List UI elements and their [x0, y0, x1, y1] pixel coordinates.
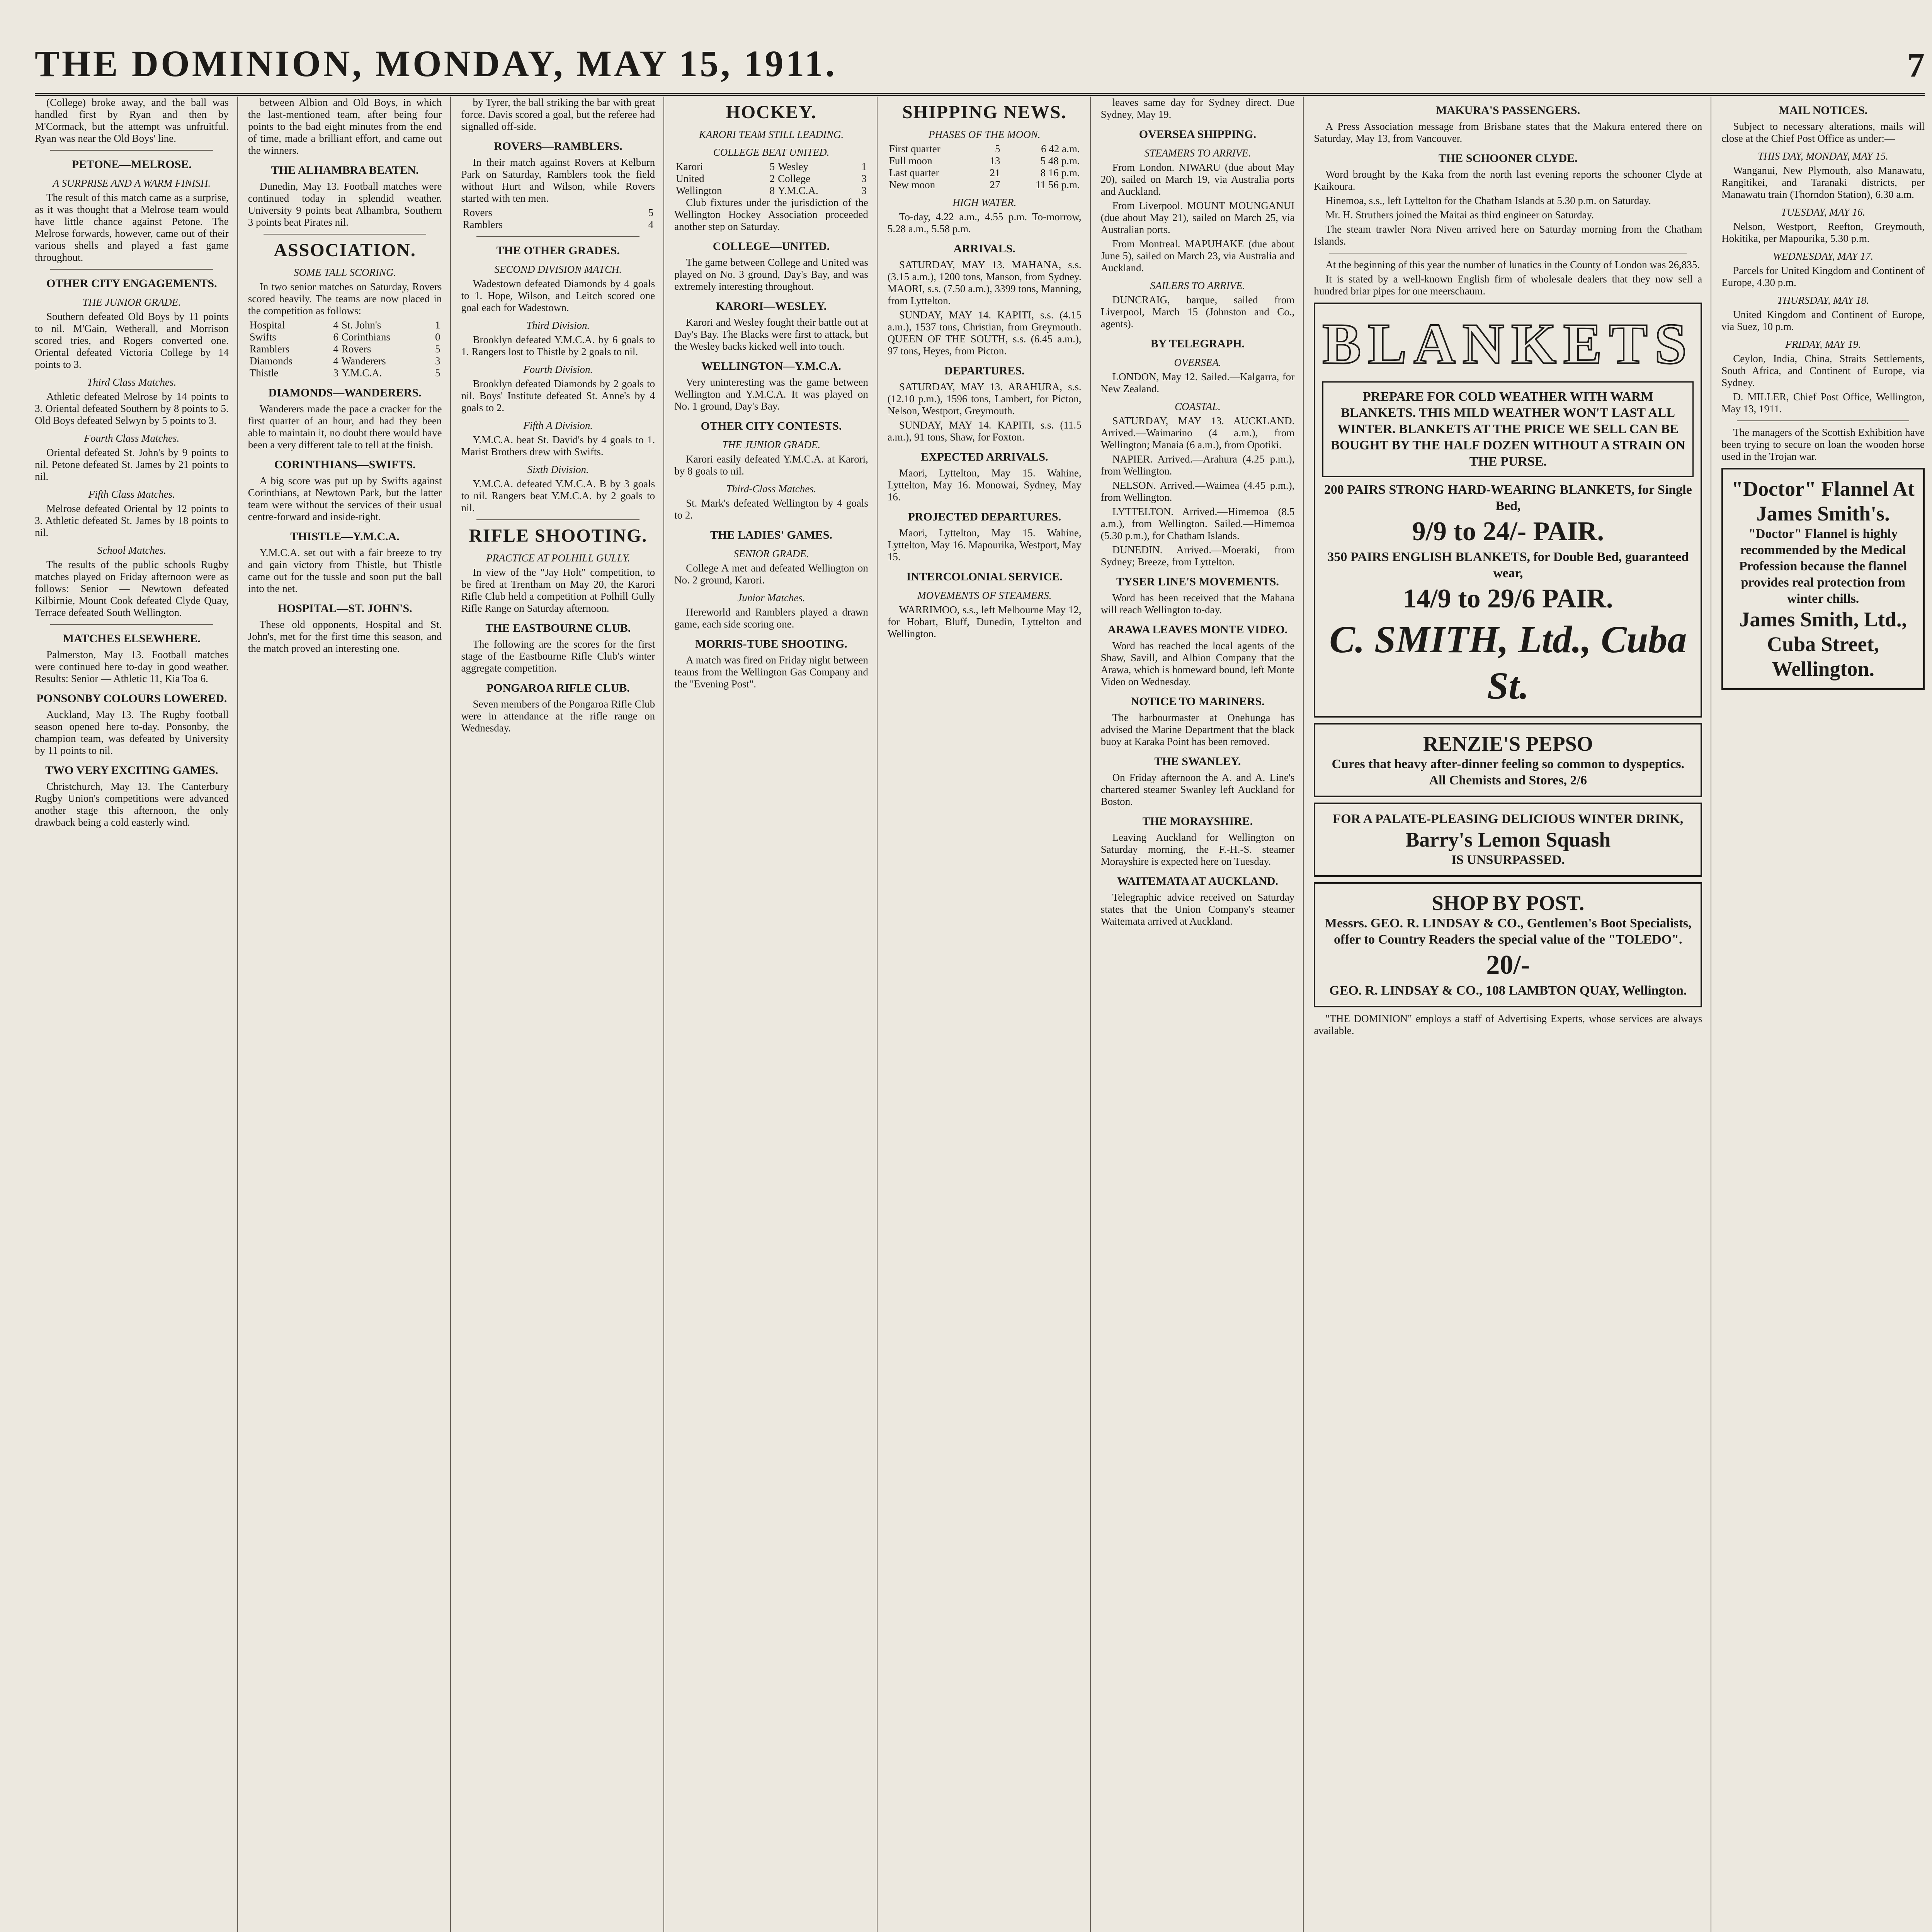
section-heading: ROVERS—RAMBLERS. — [494, 140, 622, 153]
article-text: To-day, 4.22 a.m., 4.55 p.m. To-morrow, 5.28 a.m., 5.58 p.m. — [887, 211, 1082, 235]
column-3 — [461, 97, 664, 1932]
article-text: College A met and defeated Wellington on No. 2 ground, Karori. — [674, 562, 868, 586]
subheading: Fourth Class Matches. — [84, 432, 180, 444]
article-text: Melrose defeated Oriental by 12 points to 3. Athletic defeated St. James by 18 points to nil. — [35, 503, 229, 538]
time-cell: 5 48 p.m. — [1040, 155, 1080, 167]
section-heading: KARORI—WESLEY. — [716, 300, 827, 313]
phase-cell: Last quarter — [889, 167, 939, 179]
subheading: SAILERS TO ARRIVE. — [1150, 280, 1245, 291]
subheading: MOVEMENTS OF STEAMERS. — [917, 590, 1052, 601]
article-text: Maori, Lyttelton, May 15. Wahine, Lyttelton, May 16. Monowai, Sydney, May 16. — [887, 467, 1082, 503]
team-cell: Ramblers — [463, 219, 503, 230]
team-cell: Wellington — [676, 185, 722, 196]
article-text: It is stated by a well-known English firm of wholesale dealers that they now sell a hundred briar pipes for one meerschaum. — [1314, 273, 1702, 297]
shop-heading: SHOP BY POST. — [1432, 891, 1585, 915]
blankets-price-2: 14/9 to 29/6 PAIR. — [1403, 584, 1613, 614]
article-text: Southern defeated Old Boys by 11 points to nil. M'Gain, Wetherall, and Morrison scored tries, and Rogers converted one. Oriental defeated Victoria College by 14 points to 3. — [35, 311, 229, 370]
divider — [50, 624, 213, 625]
section-heading: PETONE—MELROSE. — [71, 158, 192, 171]
article-text: SUNDAY, MAY 14. KAPITI, s.s. (4.15 a.m.), 1537 tons, Christian, from Greymouth. QUEEN OF THE SOUTH, s.s. (6.45 a.m.), 97 tons, Heyes, from Picton. — [887, 309, 1082, 357]
article-text: Y.M.C.A. set out with a fair breeze to try and gain victory from Thistle, but Thistle came out for the tussle and soon put the ball into the net. — [248, 547, 442, 594]
article-text: Seven members of the Pongaroa Rifle Club were in attendance at the rifle range on Wednesday. — [461, 698, 655, 734]
day-cell: 21 — [990, 167, 1000, 179]
article-text: Parcels for United Kingdom and Continent of Europe, 4.30 p.m. — [1721, 265, 1925, 288]
day-cell: 27 — [990, 179, 1000, 190]
article-text: between Albion and Old Boys, in which the last-mentioned team, after being four points to the bad eight minutes from the end of time, made a brilliant effort, and came out the winners. — [248, 97, 442, 156]
article-text: SATURDAY, MAY 13. AUCKLAND. Arrived.—Waimarino (4 a.m.), from Wellington; Manaia (6 a.m.), from Opotiki. — [1100, 415, 1295, 451]
article-text: On Friday afternoon the A. and A. Line's chartered steamer Swanley left Auckland for Boston. — [1100, 772, 1295, 807]
divider — [1737, 420, 1909, 421]
article-text: Athletic defeated Melrose by 14 points to 3. Oriental defeated Southern by 8 points to 5. Old Boys defeated Selwyn by 5 points to 3. — [35, 391, 229, 426]
article-text: At the beginning of this year the number of lunatics in the County of London was 26,835. — [1325, 259, 1700, 270]
section-heading: EXPECTED ARRIVALS. — [920, 451, 1048, 463]
signature-text: D. MILLER, Chief Post Office, Wellington, May 13, 1911. — [1721, 391, 1925, 415]
score-cell: 3 — [435, 355, 440, 367]
score-cell: 1 — [861, 161, 867, 172]
article-text: A big score was put up by Swifts against Corinthians, at Newtown Park, but the latter team were without the services of their usual centre-forward and inside-right. — [248, 475, 442, 522]
renzie-body: Cures that heavy after-dinner feeling so common to dyspeptics. — [1332, 757, 1685, 771]
article-text: SUNDAY, MAY 14. KAPITI, s.s. (11.5 a.m.), 91 tons, Shaw, for Foxton. — [887, 419, 1082, 443]
section-heading: PONSONBY COLOURS LOWERED. — [36, 692, 227, 705]
article-text: Dunedin, May 13. Football matches were continued today in splendid weather. University 9 points beat Alhambra, Southern 3 points beat Pirates nil. — [248, 180, 442, 228]
section-heading: THE EASTBOURNE CLUB. — [485, 622, 631, 634]
article-text: Karori and Wesley fought their battle out at Day's Bay. The Blacks were first to attack, but the Wesley backs kicked well into touch. — [674, 316, 868, 352]
section-heading: INTERCOLONIAL SERVICE. — [906, 570, 1063, 583]
article-text: Y.M.C.A. beat St. David's by 4 goals to 1. Marist Brothers drew with Swifts. — [461, 434, 655, 457]
score-cell: 4 — [333, 355, 338, 367]
blankets-notice — [1322, 381, 1694, 477]
subheading: PHASES OF THE MOON. — [928, 129, 1041, 140]
article-text: Mr. H. Struthers joined the Maitai as third engineer on Saturday. — [1325, 209, 1594, 221]
article-text: The results of the public schools Rugby matches played on Friday afternoon were as follows: Senior — Newtown defeated Kilbirnie, Mount Cook defeated Clyde Quay, Terrace defeated South Wellington. — [35, 559, 229, 618]
section-heading: WELLINGTON—Y.M.C.A. — [701, 360, 841, 372]
article-text: Palmerston, May 13. Football matches were continued here to-day in good weather. Results: Senior — Athletic 11, Kia Toa 6. — [35, 649, 229, 684]
subheading: THIS DAY, MONDAY, MAY 15. — [1758, 150, 1889, 162]
blankets-heading: BLANKETS — [1322, 312, 1694, 376]
article-text: In view of the "Jay Holt" competition, to be fired at Trentham on May 20, the Karori Rifle Club held a competition at Polhill Gully Rifle Range on Saturday afternoon. — [461, 566, 655, 614]
subheading: FRIDAY, MAY 19. — [1785, 338, 1861, 350]
subheading: Third Division. — [526, 320, 590, 331]
article-text: Ceylon, India, China, Straits Settlements, South Africa, and Continent of Europe, via Sydney. — [1721, 353, 1925, 388]
article-text: Brooklyn defeated Y.M.C.A. by 6 goals to 1. Rangers lost to Thistle by 2 goals to nil. — [461, 334, 655, 357]
smith-name: C. SMITH, Ltd., Cuba St. — [1329, 618, 1687, 707]
renzie-advertisement — [1314, 723, 1702, 797]
article-text: St. Mark's defeated Wellington by 4 goals to 2. — [674, 497, 868, 521]
divider — [50, 269, 213, 270]
subheading: SOME TALL SCORING. — [293, 267, 396, 278]
team-cell: Rovers — [341, 343, 371, 355]
time-cell: 6 42 a.m. — [1041, 143, 1080, 155]
barry-heading: Barry's Lemon Squash — [1405, 828, 1611, 851]
subheading: PRACTICE AT POLHILL GULLY. — [486, 552, 630, 564]
section-title: ASSOCIATION. — [274, 240, 416, 260]
blankets-price-1: 9/9 to 24/- PAIR. — [1412, 517, 1604, 546]
article-text: SATURDAY, MAY 13. ARAHURA, s.s. (12.10 p.m.), 1596 tons, Lambert, for Picton, Nelson, Westport, Greymouth. — [887, 381, 1082, 417]
article-text: The steam trawler Nora Niven arrived here on Saturday morning from the Chatham Islands. — [1314, 223, 1702, 247]
subheading: School Matches. — [97, 544, 167, 556]
article-text: United Kingdom and Continent of Europe, via Suez, 10 p.m. — [1721, 309, 1925, 332]
section-heading: BY TELEGRAPH. — [1150, 337, 1245, 350]
renzie-footer: All Chemists and Stores, 2/6 — [1429, 773, 1587, 787]
column-4 — [674, 97, 878, 1932]
time-cell: 11 56 p.m. — [1036, 179, 1080, 190]
score-cell: 3 — [333, 367, 338, 379]
divider — [476, 519, 639, 520]
shop-body: Messrs. GEO. R. LINDSAY & CO., Gentlemen's Boot Specialists, offer to Country Readers the special value of the "TOLEDO". — [1325, 916, 1692, 947]
article-text: Word has been received that the Mahana will reach Wellington to-day. — [1100, 592, 1295, 616]
column-6 — [1101, 97, 1304, 1932]
section-heading: TYSER LINE'S MOVEMENTS. — [1116, 575, 1279, 588]
subheading: Fifth Class Matches. — [88, 488, 175, 500]
score-cell: 4 — [333, 319, 338, 331]
section-heading: THE LADIES' GAMES. — [710, 529, 832, 541]
article-text: LYTTELTON. Arrived.—Himemoa (8.5 a.m.), from Wellington. Sailed.—Himemoa (5.30 p.m.), for Chatham Islands. — [1100, 506, 1295, 541]
blankets-offer-2: 350 PAIRS ENGLISH BLANKETS, for Double Bed, guaranteed wear, — [1327, 550, 1689, 580]
article-text: Brooklyn defeated Diamonds by 2 goals to nil. Boys' Institute defeated St. Anne's by 4 goals to 2. — [461, 378, 655, 413]
day-cell: 13 — [990, 155, 1000, 167]
table-row — [248, 355, 442, 367]
section-heading: THE MORAYSHIRE. — [1142, 815, 1253, 828]
article-text: Very uninteresting was the game between Wellington and Y.M.C.A. It was played on No. 1 ground, Day's Bay. — [674, 376, 868, 412]
divider — [476, 236, 639, 237]
subheading: THE JUNIOR GRADE. — [82, 296, 181, 308]
shop-price: 20/- — [1486, 950, 1530, 980]
section-heading: THE SCHOONER CLYDE. — [1438, 152, 1578, 165]
article-text: Wadestown defeated Diamonds by 4 goals to 1. Hope, Wilson, and Leitch scored one goal each for Wadestown. — [461, 278, 655, 313]
article-text: From Montreal. MAPUHAKE (due about June 5), sailed on March 23, via Australia and Auckland. — [1100, 238, 1295, 274]
article-text: (College) broke away, and the ball was handled first by Ryan and then by M'Cormack, but the attempt was unfruitful. Ryan was near the Old Boys' line. — [35, 97, 229, 144]
column-1 — [35, 97, 238, 1932]
section-heading: TWO VERY EXCITING GAMES. — [45, 764, 218, 777]
subheading: SECOND DIVISION MATCH. — [494, 264, 622, 275]
subheading: Third-Class Matches. — [726, 483, 816, 495]
article-text: Nelson, Westport, Reefton, Greymouth, Hokitika, per Mapourika, 5.30 p.m. — [1721, 221, 1925, 244]
article-text: Karori easily defeated Y.M.C.A. at Karori, by 8 goals to nil. — [674, 453, 868, 477]
subheading: Fourth Division. — [523, 364, 593, 375]
team-cell: Swifts — [249, 331, 276, 343]
article-text: Oriental defeated St. John's by 9 points to nil. Petone defeated St. James by 21 points to nil. — [35, 447, 229, 482]
article-text: In two senior matches on Saturday, Rovers scored heavily. The teams are now placed in the competition as follows: — [248, 281, 442, 316]
table-row — [248, 343, 442, 355]
team-cell: Corinthians — [341, 331, 390, 343]
blankets-offer-1: 200 PAIRS STRONG HARD-WEARING BLANKETS, for Single Bed, — [1324, 483, 1692, 513]
score-cell: 3 — [861, 185, 867, 196]
subheading: A SURPRISE AND A WARM FINISH. — [53, 177, 211, 189]
article-text: NAPIER. Arrived.—Arahura (4.25 p.m.), from Wellington. — [1100, 453, 1295, 477]
renzie-heading: RENZIE'S PEPSO — [1423, 732, 1593, 755]
team-cell: Rovers — [463, 207, 492, 218]
section-heading: COLLEGE—UNITED. — [713, 240, 830, 253]
team-cell: College — [778, 173, 811, 184]
team-cell: United — [676, 173, 704, 184]
score-cell: 8 — [769, 185, 775, 196]
subheading: WEDNESDAY, MAY 17. — [1773, 250, 1874, 262]
masthead — [35, 27, 1925, 96]
article-text: The managers of the Scottish Exhibition have been trying to secure on loan the wooden horse used in the Trojan war. — [1721, 427, 1925, 462]
team-cell: Karori — [676, 161, 703, 172]
team-cell: Ramblers — [249, 343, 290, 355]
page-number: 7 — [1907, 46, 1925, 84]
section-heading: NOTICE TO MARINERS. — [1131, 695, 1265, 708]
subheading: Third Class Matches. — [87, 376, 177, 388]
barry-outro: IS UNSURPASSED. — [1451, 853, 1565, 867]
article-text: A Press Association message from Brisbane states that the Makura entered there on Saturday, May 13, from Vancouver. — [1314, 121, 1702, 144]
table-row — [248, 331, 442, 343]
article-text: In their match against Rovers at Kelburn Park on Saturday, Ramblers took the field without Hurt and Wilson, while Rovers started with ten men. — [461, 156, 655, 204]
score-cell: 2 — [769, 173, 775, 184]
divider — [50, 150, 213, 151]
subheading: Junior Matches. — [737, 592, 805, 604]
table-row — [674, 161, 868, 173]
article-text: Club fixtures under the jurisdiction of the Wellington Hockey Association proceeded another step on Saturday. — [674, 197, 868, 232]
section-title: SHIPPING NEWS. — [902, 102, 1067, 122]
section-heading: PROJECTED DEPARTURES. — [908, 510, 1061, 523]
section-title: RIFLE SHOOTING. — [469, 526, 648, 546]
article-text: SATURDAY, MAY 13. MAHANA, s.s. (3.15 a.m.), 1200 tons, Manson, from Sydney. MAORI, s.s. (7.50 a.m.), 3399 tons, Manning, from Lyttelton. — [887, 259, 1082, 306]
blankets-body: PREPARE FOR COLD WEATHER WITH WARM BLANKETS. THIS MILD WEATHER WON'T LAST ALL WINTER. BLANKETS AT THE PRICE WE SELL CAN BE BOUGHT BY THE HALF DOZEN WITHOUT A STRAIN ON THE PURSE. — [1331, 389, 1685, 469]
phase-cell: New moon — [889, 179, 935, 190]
article-text: Word has reached the local agents of the Shaw, Savill, and Albion Company that the Arawa, which is homeward bound, left Monte Video on Wednesday. — [1100, 640, 1295, 687]
team-cell: Y.M.C.A. — [778, 185, 818, 196]
score-cell: 5 — [435, 367, 440, 379]
team-cell: Thistle — [249, 367, 279, 379]
section-heading: OVERSEA SHIPPING. — [1139, 128, 1257, 141]
article-text: NELSON. Arrived.—Waimea (4.45 p.m.), from Wellington. — [1100, 480, 1295, 503]
day-cell: 5 — [995, 143, 1000, 155]
article-text: The result of this match came as a surprise, as it was thought that a Melrose team would have little chance against Petone. The Melrose forwards, however, came out of their various shells and played a fast game throughout. — [35, 192, 229, 263]
article-text: Word brought by the Kaka from the north last evening reports the schooner Clyde at Kaikoura. — [1314, 168, 1702, 192]
notice-text: "THE DOMINION" employs a staff of Advertising Experts, whose services are always available. — [1314, 1013, 1702, 1036]
table-row — [461, 207, 655, 219]
article-text: Maori, Lyttelton, May 15. Wahine, Lyttelton, May 16. Mapourika, Westport, May 15. — [887, 527, 1082, 563]
article-text: Subject to necessary alterations, mails will close at the Chief Post Office as under:— — [1721, 121, 1925, 144]
results-table — [461, 207, 655, 231]
section-heading: ARRIVALS. — [953, 242, 1015, 255]
team-cell: Wanderers — [341, 355, 386, 367]
article-text: Auckland, May 13. The Rugby football season opened here to-day. Ponsonby, the champion team, was defeated by University by 11 points to nil. — [35, 709, 229, 756]
section-heading: CORINTHIANS—SWIFTS. — [274, 458, 416, 471]
shop-advertisement — [1314, 882, 1702, 1007]
table-row — [248, 319, 442, 331]
team-cell: Hospital — [249, 319, 285, 331]
table-row — [674, 173, 868, 185]
section-heading: ARAWA LEAVES MONTE VIDEO. — [1107, 623, 1288, 636]
section-heading: OTHER CITY ENGAGEMENTS. — [46, 277, 217, 290]
time-cell: 8 16 p.m. — [1040, 167, 1080, 179]
blankets-advertisement — [1314, 303, 1702, 718]
article-text: The harbourmaster at Onehunga has advised the Marine Department that the black buoy at Karaka Point has been removed. — [1100, 712, 1295, 747]
flannel-advertisement — [1721, 468, 1925, 690]
score-cell: 5 — [769, 161, 775, 172]
subheading: COASTAL. — [1175, 401, 1221, 412]
score-cell: 1 — [435, 319, 440, 331]
results-table — [674, 161, 868, 197]
article-text: These old opponents, Hospital and St. John's, met for the first time this season, and the match proved an interesting one. — [248, 619, 442, 654]
score-cell: 5 — [435, 343, 440, 355]
score-cell: 5 — [648, 207, 654, 218]
article-text: Wanderers made the pace a cracker for the first quarter of an hour, and had they been able to maintain it, no doubt there would have been a very different tale to tell at the finish. — [248, 403, 442, 451]
section-heading: THE SWANLEY. — [1154, 755, 1241, 768]
article-text: Telegraphic advice received on Saturday states that the Union Company's steamer Waitemata arrived at Auckland. — [1100, 891, 1295, 927]
article-text: From London. NIWARU (due about May 20), sailed on March 19, via Australia ports and Auckland. — [1100, 162, 1295, 197]
section-heading: PONGAROA RIFLE CLUB. — [486, 682, 630, 694]
section-title: HOCKEY. — [726, 102, 817, 122]
subheading: Sixth Division. — [527, 464, 589, 475]
subheading: KARORI TEAM STILL LEADING. — [699, 129, 844, 140]
article-text: Hinemoa, s.s., left Lyttelton for the Chatham Islands at 5.30 p.m. on Saturday. — [1325, 195, 1651, 206]
section-heading: MORRIS-TUBE SHOOTING. — [695, 638, 847, 650]
article-text: by Tyrer, the ball striking the bar with great force. Davis scored a goal, but the referee had signalled off-side. — [461, 97, 655, 132]
article-text: leaves same day for Sydney direct. Due Sydney, May 19. — [1100, 97, 1295, 120]
article-text: Hereworld and Ramblers played a drawn game, each side scoring one. — [674, 606, 868, 630]
barry-intro: FOR A PALATE-PLEASING DELICIOUS WINTER DRINK, — [1333, 812, 1684, 826]
flannel-body: "Doctor" Flannel is highly recommended by the Medical Profession because the flannel provides real protection from winter chills. — [1739, 527, 1907, 606]
subheading: THE JUNIOR GRADE. — [722, 439, 821, 451]
table-row — [461, 219, 655, 231]
barry-advertisement — [1314, 803, 1702, 877]
column-5 — [888, 97, 1091, 1932]
subheading: COLLEGE BEAT UNITED. — [713, 146, 830, 158]
table-row — [888, 155, 1082, 167]
table-row — [888, 167, 1082, 179]
score-cell: 4 — [648, 219, 654, 230]
team-cell: Diamonds — [249, 355, 293, 367]
section-heading: DEPARTURES. — [944, 364, 1025, 377]
subheading: STEAMERS TO ARRIVE. — [1144, 147, 1251, 159]
section-heading: MAKURA'S PASSENGERS. — [1436, 104, 1580, 117]
article-text: Leaving Auckland for Wellington on Saturday morning, the F.-H.-S. steamer Morayshire is expected here on Tuesday. — [1100, 832, 1295, 867]
article-text: DUNEDIN. Arrived.—Moeraki, from Sydney; Breeze, from Lyttelton. — [1100, 544, 1295, 568]
article-text: WARRIMOO, s.s., left Melbourne May 12, for Hobart, Bluff, Dunedin, Lyttelton and Wellington. — [887, 604, 1082, 639]
phase-cell: Full moon — [889, 155, 932, 167]
score-cell: 3 — [861, 173, 867, 184]
article-text: The game between College and United was played on No. 3 ground, Day's Bay, and was extremely interesting throughout. — [674, 257, 868, 292]
score-cell: 4 — [333, 343, 338, 355]
section-heading: THE ALHAMBRA BEATEN. — [271, 164, 419, 177]
article-text: Y.M.C.A. defeated Y.M.C.A. B by 3 goals to nil. Rangers beat Y.M.C.A. by 2 goals to nil. — [461, 478, 655, 514]
column-2 — [248, 97, 451, 1932]
article-text: From Liverpool. MOUNT MOUNGANUI (due about May 21), sailed on March 25, via Australian ports. — [1100, 200, 1295, 235]
article-text: LONDON, May 12. Sailed.—Kalgarra, for New Zealand. — [1100, 371, 1295, 395]
subheading: OVERSEA. — [1174, 357, 1221, 368]
article-text: A match was fired on Friday night between teams from the Wellington Gas Company and the "Evening Post". — [674, 654, 868, 690]
subheading: TUESDAY, MAY 16. — [1781, 206, 1866, 218]
table-row — [248, 367, 442, 379]
article-text: Wanganui, New Plymouth, also Manawatu, Rangitikei, and Taranaki districts, per Manawatu train (Thorndon Station), 6.30 a.m. — [1721, 165, 1925, 200]
divider — [264, 234, 427, 235]
table-row — [888, 179, 1082, 191]
team-cell: St. John's — [341, 319, 381, 331]
phase-cell: First quarter — [889, 143, 940, 155]
section-heading: DIAMONDS—WANDERERS. — [268, 386, 422, 399]
flannel-heading: "Doctor" Flannel At James Smith's. — [1731, 477, 1915, 525]
column-8 — [1721, 97, 1925, 1932]
section-heading: MATCHES ELSEWHERE. — [63, 632, 201, 645]
section-heading: WAITEMATA AT AUCKLAND. — [1117, 875, 1278, 888]
columns — [35, 97, 1925, 1932]
subheading: SENIOR GRADE. — [733, 548, 809, 560]
subheading: THURSDAY, MAY 18. — [1777, 294, 1869, 306]
column-7 — [1314, 97, 1711, 1932]
table-row — [674, 185, 868, 197]
section-heading: HOSPITAL—ST. JOHN'S. — [277, 602, 412, 615]
team-cell: Y.M.C.A. — [341, 367, 382, 379]
score-cell: 0 — [435, 331, 440, 343]
score-cell: 6 — [333, 331, 338, 343]
results-table — [248, 319, 442, 379]
masthead-title: THE DOMINION, MONDAY, MAY 15, 1911. — [35, 43, 837, 84]
team-cell: Wesley — [778, 161, 808, 172]
article-text: Christchurch, May 13. The Canterbury Rugby Union's competitions were advanced another stage this afternoon, the only drawback being a cold easterly wind. — [35, 781, 229, 828]
table-row — [888, 143, 1082, 155]
section-heading: THISTLE—Y.M.C.A. — [290, 530, 400, 543]
flannel-footer: James Smith, Ltd., Cuba Street, Wellington. — [1739, 608, 1907, 680]
section-heading: THE OTHER GRADES. — [496, 244, 620, 257]
section-heading: MAIL NOTICES. — [1779, 104, 1868, 117]
article-text: The following are the scores for the first stage of the Eastbourne Rifle Club's winter aggregate competition. — [461, 638, 655, 674]
article-text: DUNCRAIG, barque, sailed from Liverpool, March 15 (Johnston and Co., agents). — [1100, 294, 1295, 330]
subheading: Fifth A Division. — [523, 420, 593, 431]
moon-table — [888, 143, 1082, 191]
subheading: HIGH WATER. — [952, 197, 1017, 208]
section-heading: OTHER CITY CONTESTS. — [701, 420, 842, 432]
shop-footer: GEO. R. LINDSAY & CO., 108 LAMBTON QUAY, Wellington. — [1329, 983, 1687, 998]
